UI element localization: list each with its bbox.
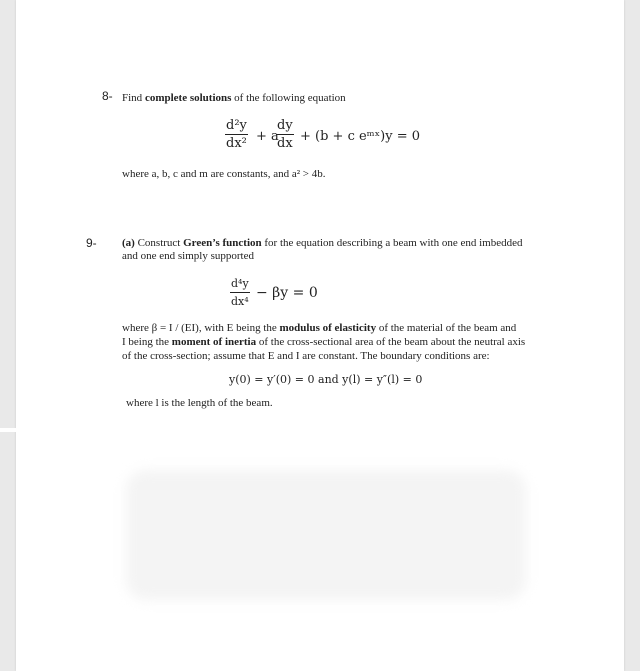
problem-9-frac	[230, 277, 250, 309]
problem-9-number: 9-	[86, 236, 97, 250]
problem-8-where: where a, b, c and m are constants, and a² > 4b.	[122, 168, 326, 180]
frac-2-numerator: dy	[277, 118, 293, 133]
para-1-bold: modulus of elasticity	[279, 322, 377, 334]
blurred-region	[126, 470, 526, 600]
para-2-post: of the cross-sectional area of the beam about the neutral axis	[256, 336, 526, 348]
para-2-pre: I being the	[122, 336, 172, 348]
problem-9-para-line-1	[122, 321, 516, 335]
problem-8-plus-a: + a	[256, 129, 279, 144]
edge-marker	[0, 428, 16, 432]
problem-8-intro	[122, 91, 346, 105]
part-a-label: (a)	[122, 237, 135, 249]
line-1-pre: Construct	[134, 237, 184, 249]
problem-8-number: 8-	[102, 89, 113, 103]
problem-8-frac-2	[276, 119, 294, 151]
line-1-post: for the equation describing a beam with one end imbedded	[261, 237, 523, 249]
problem-8-intro-pre: Find	[122, 92, 145, 104]
frac-2-denominator: dx	[277, 136, 293, 151]
document-page	[16, 0, 624, 671]
problem-9-final: where l is the length of the beam.	[126, 397, 273, 409]
problem-8-intro-bold: complete solutions	[144, 92, 232, 104]
boundary-conditions: y(0) = y′(0) = 0 and y(l) = y″(l) = 0	[229, 373, 423, 386]
problem-9-line-2: and one end simply supported	[122, 250, 254, 262]
frac-1-denominator: dx²	[226, 136, 247, 151]
problem-9-line-1	[122, 236, 523, 250]
para-1-post: of the material of the beam and	[376, 322, 517, 334]
problem-9-equation-tail: − βy = 0	[256, 285, 318, 301]
problem-9-para-line-3: of the cross-section; assume that E and I are constant. The boundary conditions are:	[122, 350, 490, 362]
problem-9-frac-numerator: d⁴y	[230, 277, 250, 293]
frac-1-numerator: d²y	[226, 118, 247, 133]
para-1-pre: where β = I / (EI), with E being the	[122, 322, 280, 334]
problem-8-intro-post: of the following equation	[231, 92, 346, 104]
problem-9-para-line-2	[122, 335, 525, 349]
problem-9-frac-denominator: dx⁴	[231, 295, 249, 308]
problem-8-frac-1	[225, 119, 248, 151]
line-1-bold: Green’s function	[183, 237, 262, 249]
para-2-bold: moment of inertia	[171, 336, 257, 348]
problem-8-equation-tail: + (b + c eᵐˣ)y = 0	[300, 129, 421, 144]
